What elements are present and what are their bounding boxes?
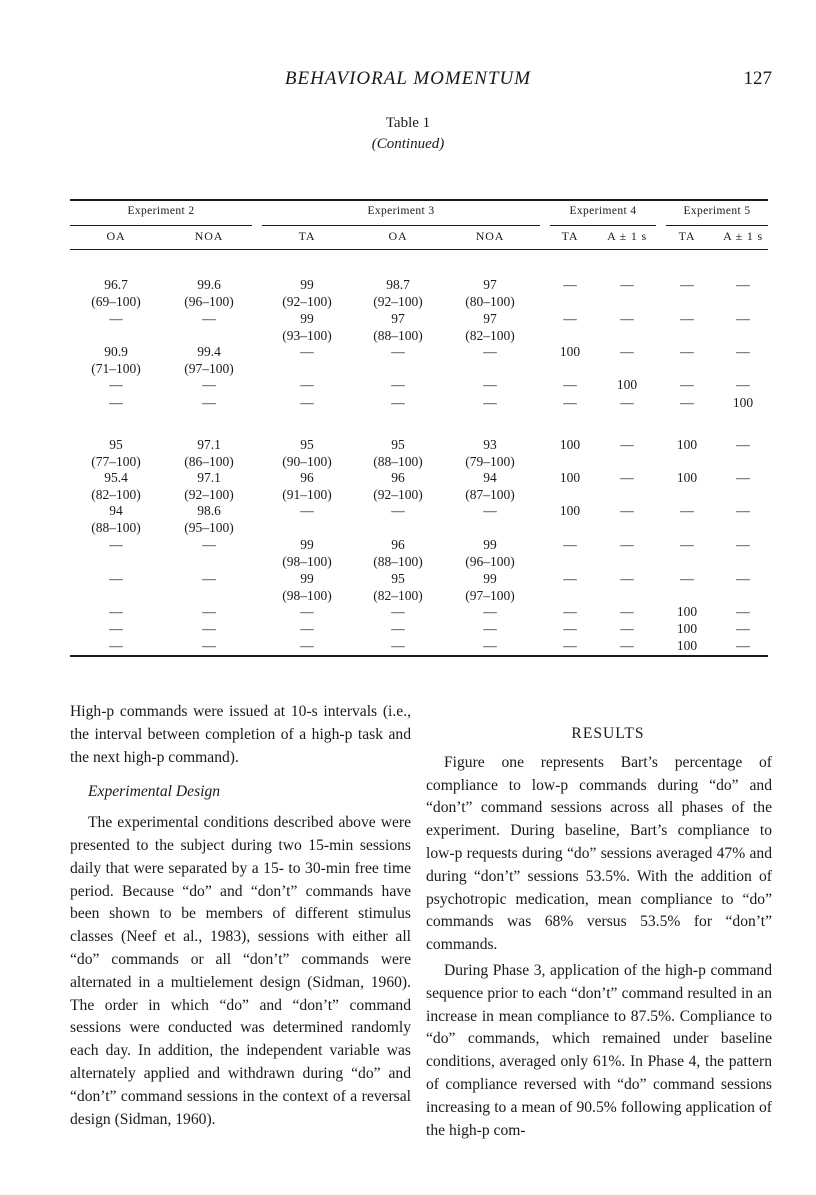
paragraph: Figure one represents Bart’s percentage of compliance to low-p commands during “do” and “don’t” command sessions across all phases of the experiment. During baseline, Bart’s compliance to low-p requests during “do” sessions averaged 47% and during “don’t” sessions 53.5%. With the addition of psychotropic medication, mean compliance to “do” commands was 68% versus 53.5% for “don’t” commands. — [426, 753, 772, 954]
table-cell-value: — — [620, 604, 634, 619]
table-cell-range: (88–100) — [373, 454, 423, 469]
table-cell-range: (96–100) — [184, 294, 234, 309]
table-cell-value: — — [680, 377, 694, 392]
table-cell-value: 93 — [483, 437, 497, 452]
table-cell-value: — — [736, 470, 750, 485]
paragraph: The experimental conditions described above were presented to the subject during two 15-min sessions daily that were separated by a 15- to 30-min free time period. Because “do” and “don’t” commands have been shown to be members of different stimulus classes (Neef et al., 1983), sessions with either all “do” commands or all “don’t” commands were alternated in a multielement design (Sidman, 1960). The order in which “do” and “don’t” command sessions were conducted was determined randomly each day. In addition, the independent variable was alternately applied and withdrawn during “do” and “don’t” command sessions in the context of a reversal design (Sidman, 1960). — [70, 814, 411, 1128]
table-cell-value: 100 — [676, 437, 698, 452]
table-top-rule — [70, 199, 768, 201]
table-cell-value: 98.6 — [197, 503, 221, 518]
table-cell-value: — — [483, 344, 497, 359]
table-cell-value: 96 — [300, 470, 314, 485]
table-cell-value: 98.7 — [386, 277, 410, 292]
table-cell-value: 95 — [391, 437, 405, 452]
table-cell-value: 100 — [559, 344, 581, 359]
paragraph: High-p commands were issued at 10-s intervals (i.e., the interval between completion of a high-p task and the next high-p command). — [70, 703, 411, 766]
table-cell-value: — — [109, 377, 123, 392]
table-cell-value: 100 — [559, 437, 581, 452]
group-rule — [70, 225, 252, 226]
table-cell-value: — — [109, 537, 123, 552]
table-cell-value: — — [109, 604, 123, 619]
table-cell-range: (80–100) — [465, 294, 515, 309]
table-cell-value: — — [202, 638, 216, 653]
table-cell-range: (92–100) — [373, 294, 423, 309]
table-cell-value: — — [736, 537, 750, 552]
running-title: BEHAVIORAL MOMENTUM — [284, 68, 532, 89]
page-number: 127 — [743, 68, 772, 89]
table-cell-value: — — [680, 395, 694, 410]
section-heading: RESULTS — [571, 725, 645, 742]
table-cell-value: — — [202, 311, 216, 326]
table-cell-range: (88–100) — [373, 328, 423, 343]
table-cell-value: — — [300, 344, 314, 359]
table-cell-range: (98–100) — [282, 554, 332, 569]
table-cell-value: — — [202, 604, 216, 619]
table-cell-value: — — [620, 638, 634, 653]
table-cell-range: (82–100) — [465, 328, 515, 343]
table-cell-value: — — [620, 621, 634, 636]
table-cell-value: — — [620, 311, 634, 326]
table-cell-value: — — [620, 437, 634, 452]
table-cell-range: (90–100) — [282, 454, 332, 469]
group-rule — [550, 225, 656, 226]
table-bottom-rule — [70, 655, 768, 657]
table-cell-value: 94 — [483, 470, 497, 485]
table-cell-value: 100 — [676, 470, 698, 485]
table-cell-range: (82–100) — [91, 487, 141, 502]
table-cell-range: (93–100) — [282, 328, 332, 343]
table-cell-value: 100 — [676, 604, 698, 619]
table-cell-value: 100 — [616, 377, 638, 392]
table-cell-value: — — [620, 537, 634, 552]
table-cell-value: — — [736, 571, 750, 586]
table-cell-value: — — [563, 277, 577, 292]
table-cell-value: — — [483, 377, 497, 392]
table-cell-value: 95 — [391, 571, 405, 586]
table-cell-value: — — [300, 638, 314, 653]
table-cell-value: — — [680, 571, 694, 586]
table-cell-value: — — [680, 277, 694, 292]
table-cell-range: (77–100) — [91, 454, 141, 469]
table-cell-value: 95.4 — [104, 470, 128, 485]
table-cell-value: — — [563, 638, 577, 653]
table-cell-value: — — [563, 571, 577, 586]
table-cell-range: (88–100) — [91, 520, 141, 535]
table-cell-value: — — [736, 437, 750, 452]
table-cell-value: 99 — [483, 537, 497, 552]
table-title: Table 1 — [385, 115, 431, 131]
table-cell-range: (79–100) — [465, 454, 515, 469]
table-cell-value: — — [109, 311, 123, 326]
table-header-rule — [70, 249, 768, 250]
table-cell-value: — — [563, 377, 577, 392]
table-cell-value: — — [563, 537, 577, 552]
group-header-experiment-5: Experiment 5 — [683, 205, 751, 217]
table-cell-value: — — [620, 503, 634, 518]
table-cell-value: 96.7 — [104, 277, 128, 292]
table-cell-value: — — [202, 537, 216, 552]
table-cell-value: — — [483, 621, 497, 636]
column-header: OA — [388, 229, 408, 243]
table-cell-value: — — [620, 470, 634, 485]
table-cell-value: — — [620, 344, 634, 359]
table-cell-value: — — [736, 604, 750, 619]
table-cell-value: — — [736, 277, 750, 292]
table-cell-value: — — [202, 571, 216, 586]
table-cell-value: — — [483, 395, 497, 410]
table-cell-value: — — [620, 277, 634, 292]
table-cell-value: 99.4 — [197, 344, 221, 359]
table-cell-value: — — [391, 621, 405, 636]
table-cell-value: — — [109, 621, 123, 636]
table-cell-value: 100 — [559, 470, 581, 485]
table-cell-value: 99 — [483, 571, 497, 586]
table-cell-value: 94 — [109, 503, 123, 518]
column-header: A ± 1 s — [607, 229, 647, 243]
table-cell-value: — — [391, 503, 405, 518]
table-cell-value: — — [391, 638, 405, 653]
table-cell-value: — — [563, 311, 577, 326]
group-header-experiment-4: Experiment 4 — [569, 205, 637, 217]
table-cell-range: (82–100) — [373, 588, 423, 603]
paragraph: During Phase 3, application of the high-p command sequence prior to each “don’t” command resulted in an increase in mean compliance to 87.5%. Compliance to “do” commands, which remained under baseline conditions, averaged only 61%. In Phase 4, the pattern of compliance reversed with “do” command sessions increasing to a mean of 90.5% following application of the high-p com- — [426, 961, 772, 1139]
table-cell-value: — — [109, 395, 123, 410]
table-cell-value: — — [202, 377, 216, 392]
table-subtitle: (Continued) — [371, 136, 445, 152]
table-cell-value: 97 — [483, 311, 497, 326]
table-cell-range: (91–100) — [282, 487, 332, 502]
table-cell-range: (88–100) — [373, 554, 423, 569]
table-cell-range: (87–100) — [465, 487, 515, 502]
table-cell-value: 97 — [483, 277, 497, 292]
table-cell-value: — — [736, 377, 750, 392]
table-cell-value: 95 — [300, 437, 314, 452]
table-cell-value: 96 — [391, 470, 405, 485]
table-cell-value: — — [736, 621, 750, 636]
table-cell-value: — — [736, 503, 750, 518]
left-column — [70, 701, 411, 1131]
table-cell-range: (97–100) — [184, 361, 234, 376]
table-cell-value: 97.1 — [197, 470, 221, 485]
column-header: OA — [106, 229, 126, 243]
table-cell-value: — — [300, 395, 314, 410]
column-header: NOA — [475, 229, 505, 243]
table-cell-value: — — [300, 377, 314, 392]
table-cell-range: (98–100) — [282, 588, 332, 603]
table-cell-range: (69–100) — [91, 294, 141, 309]
table-cell-value: — — [680, 344, 694, 359]
table-cell-value: 95 — [109, 437, 123, 452]
table-cell-value: 97.1 — [197, 437, 221, 452]
table-cell-value: — — [300, 503, 314, 518]
table-cell-value: — — [736, 638, 750, 653]
table-cell-value: — — [620, 571, 634, 586]
group-header-experiment-3: Experiment 3 — [367, 205, 435, 217]
table-cell-value: 100 — [676, 621, 698, 636]
table-cell-value: 99 — [300, 537, 314, 552]
table-cell-value: 96 — [391, 537, 405, 552]
column-header: NOA — [194, 229, 224, 243]
table-cell-value: — — [109, 571, 123, 586]
table-cell-range: (86–100) — [184, 454, 234, 469]
section-heading: Experimental Design — [88, 783, 221, 801]
table-cell-value: — — [563, 604, 577, 619]
column-header: A ± 1 s — [723, 229, 763, 243]
table-cell-value: — — [391, 395, 405, 410]
table-cell-value: 99 — [300, 311, 314, 326]
table-cell-value: — — [736, 311, 750, 326]
table-cell-range: (71–100) — [91, 361, 141, 376]
column-header: TA — [561, 229, 579, 243]
column-header: TA — [298, 229, 316, 243]
table-cell-range: (92–100) — [373, 487, 423, 502]
table-cell-range: (92–100) — [184, 487, 234, 502]
group-rule — [666, 225, 768, 226]
table-caption — [0, 113, 816, 155]
table-cell-value: 97 — [391, 311, 405, 326]
table-cell-value: — — [483, 503, 497, 518]
table-cell-value: — — [202, 395, 216, 410]
table-cell-value: 100 — [732, 395, 754, 410]
table-cell-range: (95–100) — [184, 520, 234, 535]
table-cell-value: — — [483, 604, 497, 619]
table-cell-value: — — [736, 344, 750, 359]
table-cell-value: — — [109, 638, 123, 653]
table-cell-value: — — [680, 537, 694, 552]
table-cell-value: 99 — [300, 277, 314, 292]
table-cell-value: — — [680, 311, 694, 326]
table-cell-value: — — [391, 344, 405, 359]
table-cell-range: (97–100) — [465, 588, 515, 603]
table-cell-value: — — [391, 377, 405, 392]
column-header: TA — [678, 229, 696, 243]
table-cell-value: — — [391, 604, 405, 619]
table-cell-value: — — [300, 621, 314, 636]
table-cell-value: — — [563, 395, 577, 410]
table-cell-value: 100 — [676, 638, 698, 653]
table-cell-value: — — [300, 604, 314, 619]
table-cell-value: 90.9 — [104, 344, 128, 359]
table-cell-value: — — [202, 621, 216, 636]
table-cell-value: — — [680, 503, 694, 518]
right-column — [426, 723, 772, 1142]
table-cell-value: 99.6 — [197, 277, 221, 292]
table-cell-value: — — [483, 638, 497, 653]
group-header-experiment-2: Experiment 2 — [127, 205, 195, 217]
table-cell-value: 100 — [559, 503, 581, 518]
table-cell-value: 99 — [300, 571, 314, 586]
table-cell-range: (92–100) — [282, 294, 332, 309]
table-cell-value: — — [563, 621, 577, 636]
table-cell-range: (96–100) — [465, 554, 515, 569]
group-rule — [262, 225, 540, 226]
table-cell-value: — — [620, 395, 634, 410]
